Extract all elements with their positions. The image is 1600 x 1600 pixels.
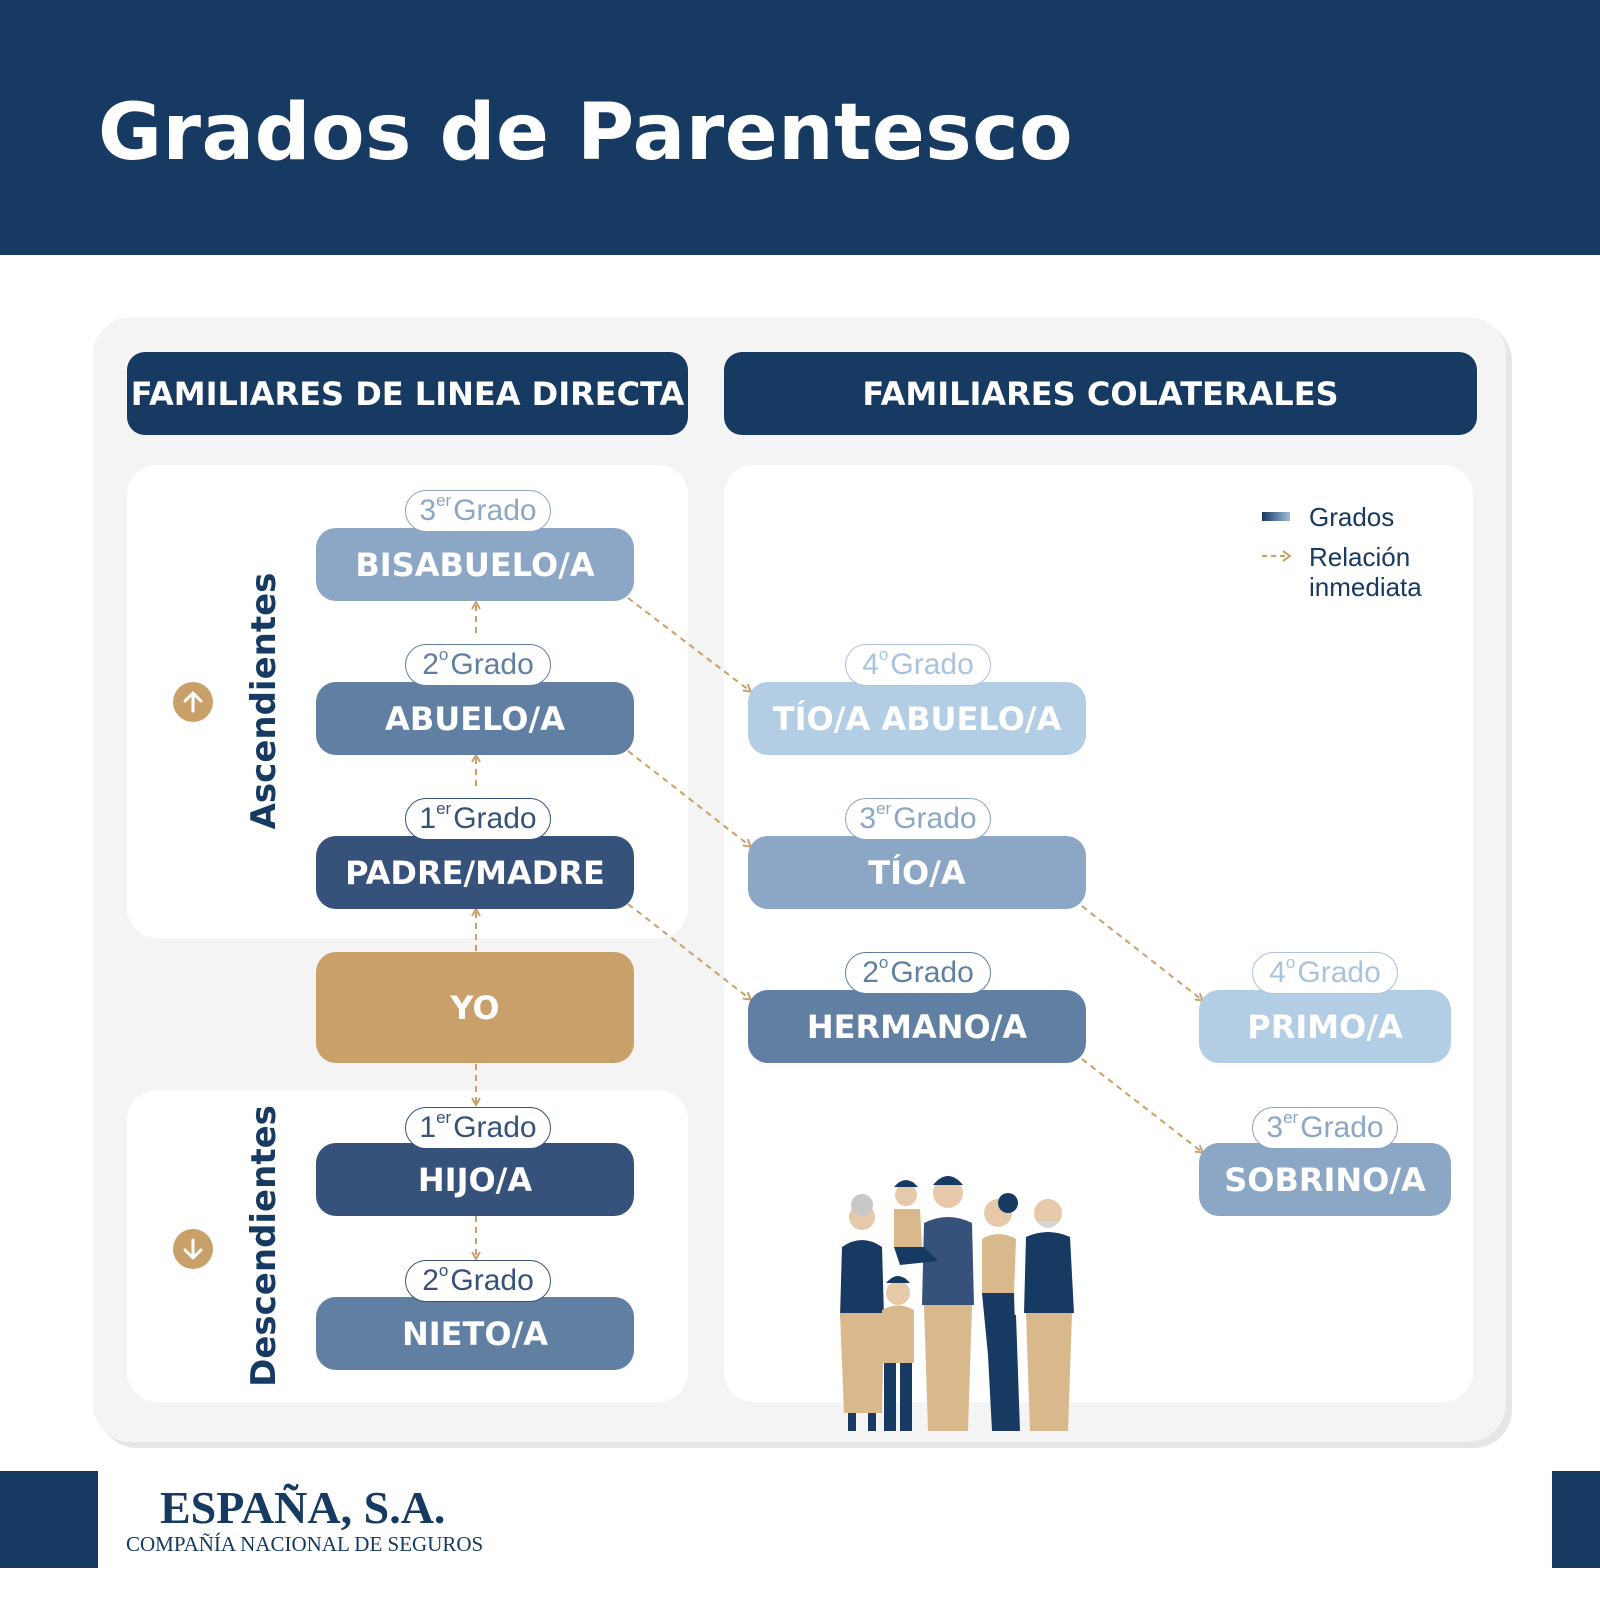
degree-number: 3 <box>419 494 437 527</box>
degree-suffix: er <box>436 799 452 818</box>
degree-number: 2 <box>422 648 439 681</box>
degree-badge-padre <box>405 798 551 840</box>
degree-suffix: o <box>878 645 889 664</box>
degree-number: 3 <box>1266 1111 1284 1144</box>
degree-suffix: er <box>436 1108 452 1127</box>
legend-relation-label: Relación inmediata <box>1309 542 1422 602</box>
degree-word: Grado <box>893 802 977 835</box>
node-tio: TÍO/A <box>748 836 1086 909</box>
column-header-direct: FAMILIARES DE LINEA DIRECTA <box>127 352 688 435</box>
degree-badge-hermano <box>845 952 991 994</box>
family-group-illustration <box>820 1165 1100 1445</box>
degree-badge-tio-abuelo <box>845 644 991 686</box>
node-yo: YO <box>316 952 634 1063</box>
degree-badge-tio <box>845 798 991 840</box>
degree-badge-primo <box>1252 952 1398 994</box>
link-abuelo-tio <box>628 751 750 846</box>
link-bisabuelo-tioabuelo <box>628 598 750 691</box>
node-bisabuelo: BISABUELO/A <box>316 528 634 601</box>
degree-badge-bisabuelo <box>405 490 551 532</box>
degree-word: Grado <box>450 1264 534 1297</box>
footer-right-block <box>1552 1471 1600 1568</box>
degree-badge-sobrino <box>1252 1107 1398 1149</box>
degree-suffix: er <box>876 799 892 818</box>
degree-suffix: o <box>438 645 449 664</box>
footer-left-block <box>0 1471 98 1568</box>
link-hermano-sobrino <box>1082 1059 1202 1152</box>
page-title: Grados de Parentesco <box>98 88 1074 178</box>
degree-number: 2 <box>422 1264 439 1297</box>
link-tio-primo <box>1082 906 1202 1000</box>
degree-badge-hijo <box>405 1107 551 1149</box>
brand-name: ESPAÑA, S.A. <box>160 1482 446 1533</box>
brand-tagline: COMPAÑÍA NACIONAL DE SEGUROS <box>126 1532 484 1556</box>
degree-suffix: o <box>438 1261 449 1280</box>
node-hermano: HERMANO/A <box>748 990 1086 1063</box>
node-hijo: HIJO/A <box>316 1143 634 1216</box>
node-padre: PADRE/MADRE <box>316 836 634 909</box>
degree-number: 1 <box>419 802 437 835</box>
descendants-label: Descendientes <box>244 1105 284 1387</box>
link-padre-hermano <box>628 904 750 999</box>
degree-word: Grado <box>890 648 974 681</box>
degree-badge-nieto <box>405 1260 551 1302</box>
legend-dashed-arrow-icon <box>1260 548 1294 564</box>
degree-suffix: er <box>436 491 452 510</box>
degree-suffix: er <box>1283 1108 1299 1127</box>
degree-word: Grado <box>1297 956 1381 989</box>
degree-suffix: o <box>878 953 889 972</box>
column-header-collateral: FAMILIARES COLATERALES <box>724 352 1477 435</box>
degree-number: 3 <box>859 802 877 835</box>
degree-number: 4 <box>862 648 879 681</box>
node-tio-abuelo: TÍO/A ABUELO/A <box>748 682 1086 755</box>
degree-word: Grado <box>1300 1111 1384 1144</box>
degree-word: Grado <box>453 1111 537 1144</box>
node-primo: PRIMO/A <box>1199 990 1451 1063</box>
degree-number: 4 <box>1269 956 1286 989</box>
degree-word: Grado <box>450 648 534 681</box>
node-sobrino: SOBRINO/A <box>1199 1143 1451 1216</box>
node-abuelo: ABUELO/A <box>316 682 634 755</box>
degree-number: 2 <box>862 956 879 989</box>
degree-suffix: o <box>1285 953 1296 972</box>
degree-word: Grado <box>890 956 974 989</box>
legend-degrees-swatch <box>1262 512 1290 521</box>
degree-number: 1 <box>419 1111 437 1144</box>
legend-degrees-label: Grados <box>1309 502 1395 532</box>
degree-word: Grado <box>453 802 537 835</box>
ascendants-label: Ascendientes <box>244 572 284 830</box>
degree-badge-abuelo <box>405 644 551 686</box>
node-nieto: NIETO/A <box>316 1297 634 1370</box>
degree-word: Grado <box>453 494 537 527</box>
